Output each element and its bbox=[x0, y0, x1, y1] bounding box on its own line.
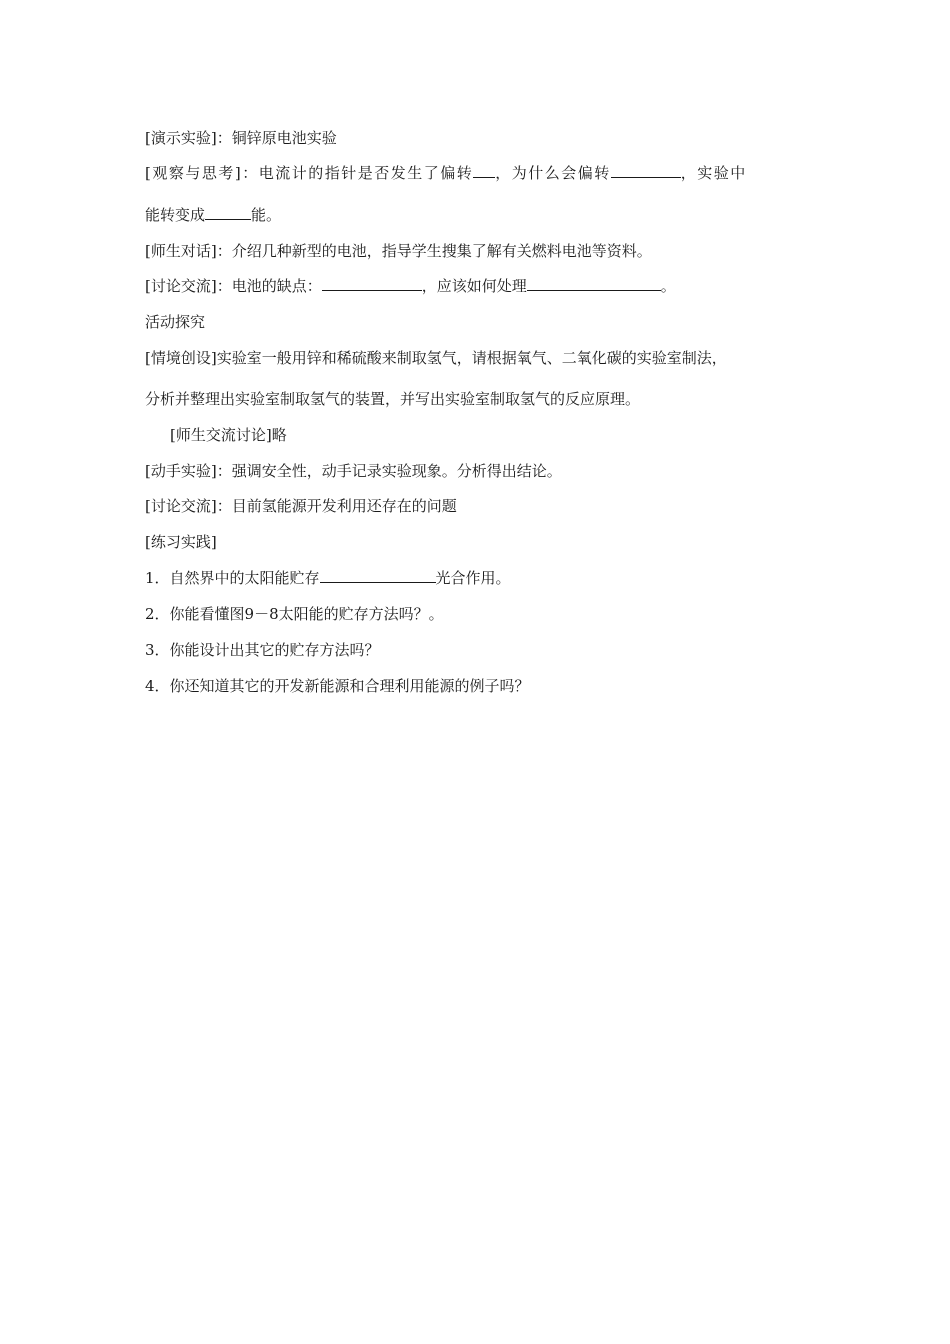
observe-think-text-1: [观察与思考]：电流计的指针是否发生了偏转 bbox=[145, 164, 474, 182]
scenario-text: [情境创设]实验室一般用锌和稀硫酸来制取氢气，请根据氧气、二氧化碳的实验室制法， bbox=[145, 349, 727, 367]
answer-blank-reason[interactable] bbox=[611, 163, 681, 178]
energy-conversion-text-1: 能转变成 bbox=[145, 206, 206, 224]
scenario-continuation-line bbox=[145, 389, 640, 409]
question-3-text: 3．你能设计出其它的贮存方法吗？ bbox=[145, 641, 380, 659]
question-2 bbox=[145, 604, 444, 624]
hydrogen-discussion-line bbox=[145, 496, 457, 516]
question-3 bbox=[145, 640, 380, 660]
observe-think-text-3: ，实验中 bbox=[680, 164, 747, 182]
observe-think-text-2: ，为什么会偏转 bbox=[495, 164, 611, 182]
practice-heading-text: [练习实践] bbox=[145, 533, 217, 551]
discussion-battery-text-2: ，应该如何处理 bbox=[421, 277, 527, 295]
discussion-battery-line bbox=[145, 276, 676, 296]
scenario-line bbox=[145, 348, 727, 368]
teacher-student-dialog-text: [师生对话]：介绍几种新型的电池，指导学生搜集了解有关燃料电池等资料。 bbox=[145, 242, 652, 260]
question-4 bbox=[145, 676, 530, 696]
question-1-text-1: 1．自然界中的太阳能贮存 bbox=[145, 569, 320, 587]
answer-blank-drawbacks[interactable] bbox=[322, 276, 422, 291]
answer-blank-energy[interactable] bbox=[205, 205, 251, 220]
discussion-battery-text-3: 。 bbox=[660, 277, 676, 295]
scenario-continuation-text: 分析并整理出实验室制取氢气的装置，并写出实验室制取氢气的反应原理。 bbox=[145, 390, 641, 408]
energy-conversion-text-2: 能。 bbox=[251, 206, 282, 224]
demo-experiment-text: [演示实验]：铜锌原电池实验 bbox=[145, 129, 337, 147]
teacher-student-dialog-line bbox=[145, 241, 652, 261]
demo-experiment-line bbox=[145, 128, 337, 148]
answer-blank-handling[interactable] bbox=[527, 276, 661, 291]
question-4-text: 4．你还知道其它的开发新能源和合理利用能源的例子吗？ bbox=[145, 677, 530, 695]
energy-conversion-line bbox=[145, 205, 281, 225]
answer-blank-deflection[interactable] bbox=[473, 163, 495, 178]
observe-think-line bbox=[145, 163, 747, 183]
activity-heading bbox=[145, 312, 205, 332]
practice-heading bbox=[145, 532, 217, 552]
hands-on-experiment-text: [动手实验]：强调安全性，动手记录实验现象。分析得出结论。 bbox=[145, 462, 562, 480]
teacher-student-discussion-line bbox=[170, 425, 287, 445]
hydrogen-discussion-text: [讨论交流]：目前氢能源开发利用还存在的问题 bbox=[145, 497, 457, 515]
question-2-text: 2．你能看懂图9－8太阳能的贮存方法吗？。 bbox=[145, 605, 444, 623]
teacher-student-discussion-text: [师生交流讨论]略 bbox=[170, 426, 287, 444]
answer-blank-solar-storage[interactable] bbox=[320, 568, 436, 583]
question-1-text-2: 光合作用。 bbox=[435, 569, 511, 587]
hands-on-experiment-line bbox=[145, 461, 562, 481]
discussion-battery-text-1: [讨论交流]：电池的缺点： bbox=[145, 277, 322, 295]
question-1 bbox=[145, 568, 511, 588]
activity-heading-text: 活动探究 bbox=[145, 313, 206, 331]
